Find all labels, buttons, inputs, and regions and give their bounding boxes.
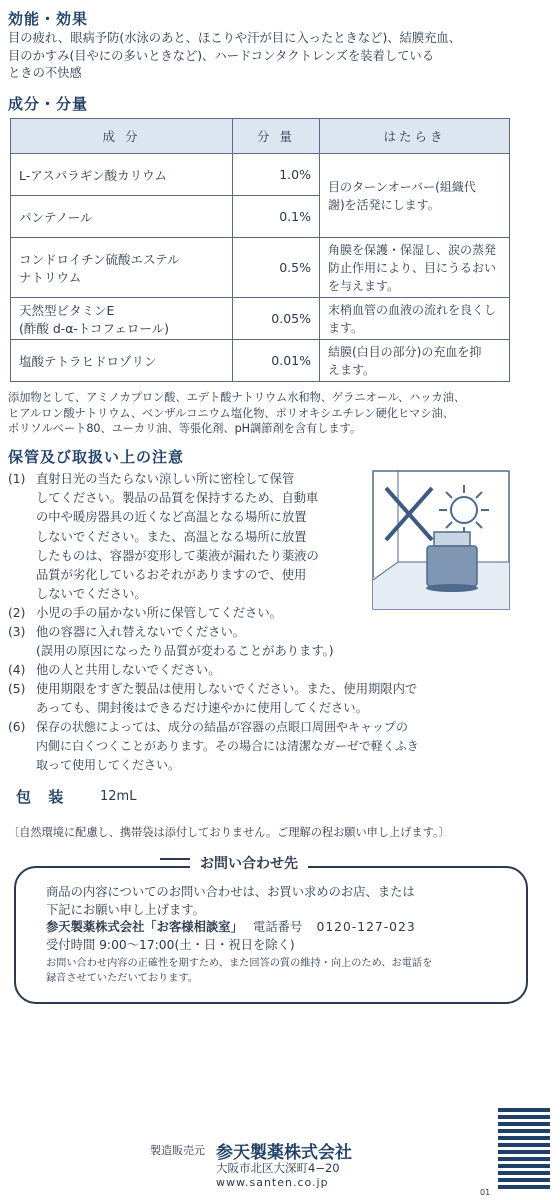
list-item: (4) 他の人と共用しないでください。 [8, 663, 221, 677]
environment-note: 〔自然環境に配慮し、携帯袋は添付しておりません。ご理解の程お願い申し上げます。〕 [8, 826, 450, 839]
efficacy-line: 目の疲れ、眼病予防(水泳のあと、ほこりや汗が目に入ったときなど)、結膜充血、 [8, 31, 462, 45]
list-item: (1) 直射日光の当たらない涼しい所に密栓して保管 してください。製品の品質を保持するため、自動車 の中や暖房器具の近くなど高温となる場所に放置 しないでください。また、高温となる場所に放置 したものは、容器が変形して薬液が漏れたり薬液の 品質が劣化しているおそれがありますので、使用 しないでください。 [8, 472, 319, 602]
list-item: (3) 他の容器に入れ替えないでください。 (誤用の原因になったり品質が変わることがあります。) [8, 625, 334, 659]
ingredient-amount: 0.1% [233, 196, 320, 238]
ingredient-function: 目のターンオーバー(組織代 謝)を活発にします。 [320, 154, 510, 238]
ingredient-amount: 0.5% [233, 238, 320, 298]
ingredient-amount: 0.01% [233, 340, 320, 382]
company-name: 参天製薬株式会社 [216, 1143, 352, 1163]
list-item: (6) 保存の状態によっては、成分の結晶が容器の点眼口周囲やキャップの 内側に白くつくことがあります。その場合には清潔なガーゼで軽くふき 取って使用してください。 [8, 720, 419, 773]
barcode [498, 1108, 550, 1192]
storage-heading: 保管及び取扱い上の注意 [8, 448, 185, 466]
ingredient-name: 塩酸テトラヒドロゾリン [11, 340, 233, 382]
package-label: 包 装 [16, 788, 70, 806]
ingredient-name: コンドロイチン硫酸エステル ナトリウム [11, 238, 233, 298]
sun-icon [439, 485, 489, 535]
phone-number: 0120-127-023 [316, 920, 416, 934]
table-row [11, 298, 510, 340]
additives-note: 添加物として、アミノカプロン酸、エデト酸ナトリウム水和物、ゲラニオール、ハッカ油、 ヒアルロン酸ナトリウム、ベンザルコニウム塩化物、ポリオキシエチレン硬化ヒマシ油、 ポリソルベート80、ユーカリ油、等張化剤、pH調節剤を含有します。 [8, 391, 466, 435]
ingredient-name: L-アスパラギン酸カリウム [11, 154, 233, 196]
ingredients-heading: 成分・分量 [8, 95, 89, 113]
ingredient-function: 角膜を保護・保湿し、涙の蒸発 防止作用により、目にうるおい を与えます。 [320, 238, 510, 298]
company-address: 大阪市北区大深町4−20 [216, 1161, 340, 1175]
table-row [11, 154, 510, 196]
ingredients-table [10, 118, 510, 382]
ingredient-name: 天然型ビタミンE (酢酸 d-α-トコフェロール) [11, 298, 233, 340]
efficacy-heading: 効能・効果 [8, 10, 89, 28]
table-row [11, 238, 510, 298]
ingredient-amount: 1.0% [233, 154, 320, 196]
efficacy-line: ときの不快感 [8, 66, 82, 80]
contact-text: 商品の内容についてのお問い合わせは、お買い求めのお店、または 下記にお願い申し上げます。 参天製薬株式会社「お客様相談室」 電話番号 0120-127-023 受付時間 9:00〜17:00(土・日・祝日を除く) お問い合わせ内容の正確性を期すため、また回答の質の維持・向上のため、お電話を 録音させていただいております。 [46, 884, 516, 986]
efficacy-text [8, 30, 553, 83]
ingredient-name: パンテノール [11, 196, 233, 238]
contact-title: お問い合わせ先 [190, 853, 308, 873]
ingredient-function: 末梢血管の血液の流れを良くし ます。 [320, 298, 510, 340]
maker-label: 製造販売元 [150, 1144, 205, 1157]
col-header-ingredient: 成 分 [11, 119, 233, 154]
table-row [11, 340, 510, 382]
company-url: www.santen.co.jp [216, 1176, 329, 1189]
business-hours: 受付時間 9:00〜17:00(土・日・祝日を除く) [46, 937, 295, 952]
no-heat-illustration [372, 470, 510, 610]
ingredient-amount: 0.05% [233, 298, 320, 340]
company-desk: 参天製薬株式会社「お客様相談室」 [46, 920, 243, 934]
efficacy-line: 目のかすみ(目やにの多いときなど)、ハードコンタクトレンズを装着している [8, 48, 435, 63]
print-code: 01 [480, 1188, 491, 1197]
col-header-function: はたらき [320, 119, 510, 154]
list-item: (5) 使用期限をすぎた製品は使用しないでください。また、使用期限内で あっても、開封後はできるだけ速やかに使用してください。 [8, 682, 418, 716]
package-value: 12mL [100, 789, 137, 804]
col-header-amount: 分 量 [233, 119, 320, 154]
list-item: (2) 小児の手の届かない所に保管してください。 [8, 606, 282, 620]
ingredient-function: 結膜(白目の部分)の充血を抑 えます。 [320, 340, 510, 382]
